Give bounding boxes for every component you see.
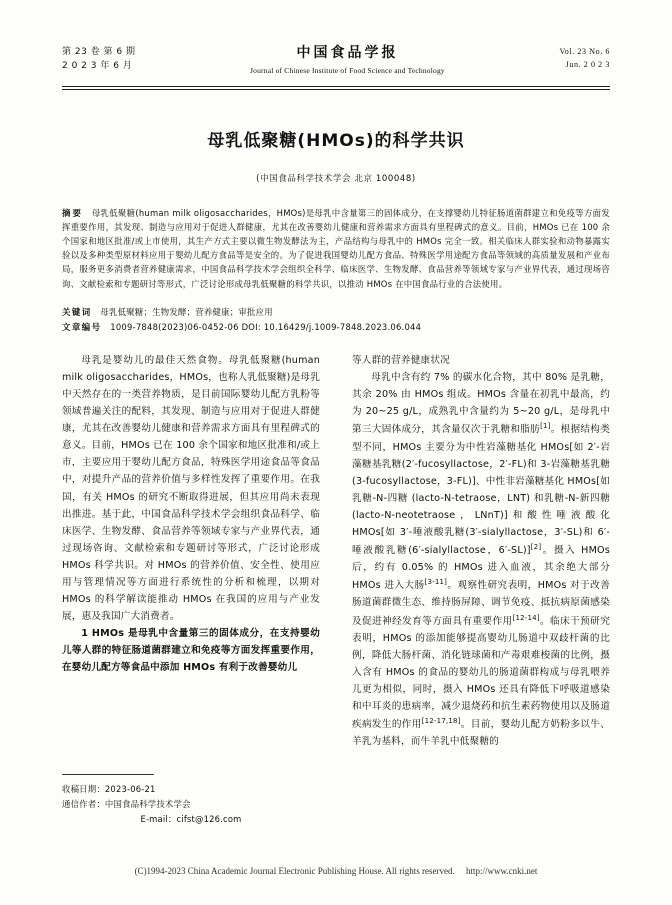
corresponding-author-value: 中国食品科学技术学会 [104,799,191,810]
abstract-label: 摘要 [62,208,83,218]
received-date-value: 2023-06-21 [104,784,156,794]
masthead-volume-line1: 第 23 卷 第 6 期 [62,47,136,57]
journal-title-cn: 中国食品学报 [296,45,399,61]
copyright-bar [0,866,672,876]
section-heading-1-continued: 等人群的营养健康状况 [352,355,450,366]
masthead-date-en: Jun. 2 0 2 3 [565,59,610,69]
right-paragraph-1: 母乳中含有约 7% 的碳水化合物，其中 80% 是乳糖，其余 20% 由 HMOs 组成。HMOs 含量在初乳中最高，约为 20~25 g/L，成熟乳中含量约为 5~20 g/L，是母乳中第三大固体成分，其含量仅次于乳糖和脂肪[1]。根据结构类型不同，HMOs 主要分为中性岩藻糖基化 HMOs[如 2′-岩藻糖基乳糖(2′-fucosyllactose，2′-FL)和 3-岩藻糖基乳糖(3-fucosyllactose，3-FL)]、中性非岩藻糖基化 HMOs[如乳糖-N-四糖 (lacto-N-tetraose，LNT) 和乳糖-N-新四糖(lacto-N-neotetraose，LNnT)]和酸性唾液酸化 HMOs[如 3′-唾液酸乳糖(3′-sialyllactose，3′-SL)和 6′-唾液酸乳糖(6′-sialyllactose，6′-SL)][2]。摄入 HMOs 后，约有 0.05% 的 HMOs 进入血液，其余绝大部分 HMOs 进入大肠[3-11]。观察性研究表明，HMOs 对于改善肠道菌群微生态、维持肠屏障、调节免疫、抵抗病原菌感染及促进神经发育等方面具有重要作用[12-14]。临床干预研究表明，HMOs 的添加能够提高婴幼儿肠道中双歧杆菌的比例，降低大肠杆菌、消化链球菌和产毒艰难梭菌的比例，摄入含有 HMOs 的食品的婴幼儿的肠道菌群构成与母乳喂养儿更为相似，同时，摄入 HMOs 还具有降低下呼吸道感染和中耳炎的患病率，减少退烧药和抗生素药物使用以及肠道疾病发生的作用[12-17,18]。目前，婴幼儿配方奶粉多以牛、羊乳为基料，而牛羊乳中低聚糖的 [352,372,611,748]
keywords-text: 母乳低聚糖；生物发酵；营养健康；审批应用 [100,307,273,317]
footnote-divider [62,774,154,775]
masthead-volume-line2: 2 0 2 3 年 6 月 [62,60,133,71]
masthead-rule [62,86,610,87]
cnki-url: http://www.cnki.net [466,866,538,876]
masthead-volume-en: Vol. 23 No. 6 [559,47,610,56]
masthead-issue-info [559,42,610,72]
copyright-text: (C)1994-2023 China Academic Journal Electronic Publishing House. All rights reserved. [134,866,455,876]
article-number-label: 文章编号 [62,322,102,332]
abstract-block [62,206,610,291]
received-date-line: 收稿日期：2023-06-21 [62,784,156,794]
article-number-block [62,320,610,334]
journal-title-en: Journal of Chinese Institute of Food Science and Technology [250,66,445,75]
masthead-journal-name [135,42,559,75]
masthead-volume-info [62,42,135,74]
corresponding-author-line: 通信作者：中国食品科学技术学会 [62,799,191,810]
left-paragraph-1: 母乳是婴幼儿的最佳天然食物。母乳低聚糖(human milk oligosaccharides，HMOs，也称人乳低聚糖)是母乳中天然存在的一类营养物质，是目前国际婴幼儿配方乳粉等领域普遍关注的配料，其发现、制造与应用对于促进人群健康，尤其在改善婴幼儿健康和营养需求方面具有里程碑式的意义。目前，HMOs 已在 100 余个国家和地区批准和/或上市，主要应用于婴幼儿配方食品，特殊医学用途食品等食品中，对提升产品的营养价值与多样性发挥了重要作用。在我国，有关 HMOs 的研究不断取得进展，但其应用尚未表现出推进。基于此，中国食品科学技术学会组织食品科学、临床医学、生物发酵、食品营养等领域专家与产业界代表，通过现场咨询、文献检索和专题研讨等形式，广泛讨论形成 HMOs 科学共识。对 HMOs 的营养价值、安全性、使用应用与管理情况等方面进行系统性的分析和梳理，以期对 HMOs 的科学解读能推动 HMOs 在我国的应用与产业发展，惠及我国广大消费者。 [62,355,320,622]
body-column-left [62,352,320,676]
author-affiliation: (中国食品科学技术学会 北京 100048) [256,174,416,184]
corresponding-author-label: 通信作者 [62,799,97,810]
masthead [62,42,610,75]
keywords-block [62,305,610,319]
page-title: 母乳低聚糖(HMOs)的科学共识 [207,131,465,151]
article-number-text: 1009-7848(2023)06-0452-06 DOI: 10.16429/j.1009-7848.2023.06.044 [110,322,422,332]
keywords-label: 关键词 [62,307,92,317]
section-heading-1: 1 HMOs 是母乳中含量第三的固体成分，在支持婴幼儿等人群的特征肠道菌群建立和免疫等方面发挥重要作用，在婴幼儿配方等食品中添加 HMOs 有利于改善婴幼儿 [62,628,320,674]
abstract-text: 母乳低聚糖(human milk oligosaccharides，HMOs)是母乳中含量第三的固体成分，在支撑婴幼儿特征肠道菌群建立和免疫等方面发挥重要作用，其发现、制造与应用对于促进人群健康，尤其在改善婴幼儿健康和营养需求方面具有里程碑式的意义。目前，HMOs 已在 100 余个国家和地区批准/或上市使用，其生产方式主要以微生物发酵法为主，产品结构与母乳中的 HMOs 完全一致。相关临床人群实验和动物暴露实验以及多种类型原材料应用于婴幼儿配方食品等是安全的。为了促进我国婴幼儿配方食品、特殊医学用途配方食品等领域的高质量发展和产业布局，服务更多消费者营养健康需求，中国食品科学技术学会组织全科学、临床医学、生物发酵、食品营养等领域专家与产业界代表，通过现场咨询、文献检索和专题研讨等形式，广泛讨论形成母乳低聚糖的科学共识，以推动 HMOs 在中国食品行业的合法使用。 [62,208,610,289]
received-date-label: 收稿日期 [62,784,97,794]
corresponding-email: E-mail：cifst@126.com [140,814,242,825]
footnote-block [62,782,320,827]
body-column-right [352,352,610,750]
masthead-rule-secondary [62,89,610,90]
